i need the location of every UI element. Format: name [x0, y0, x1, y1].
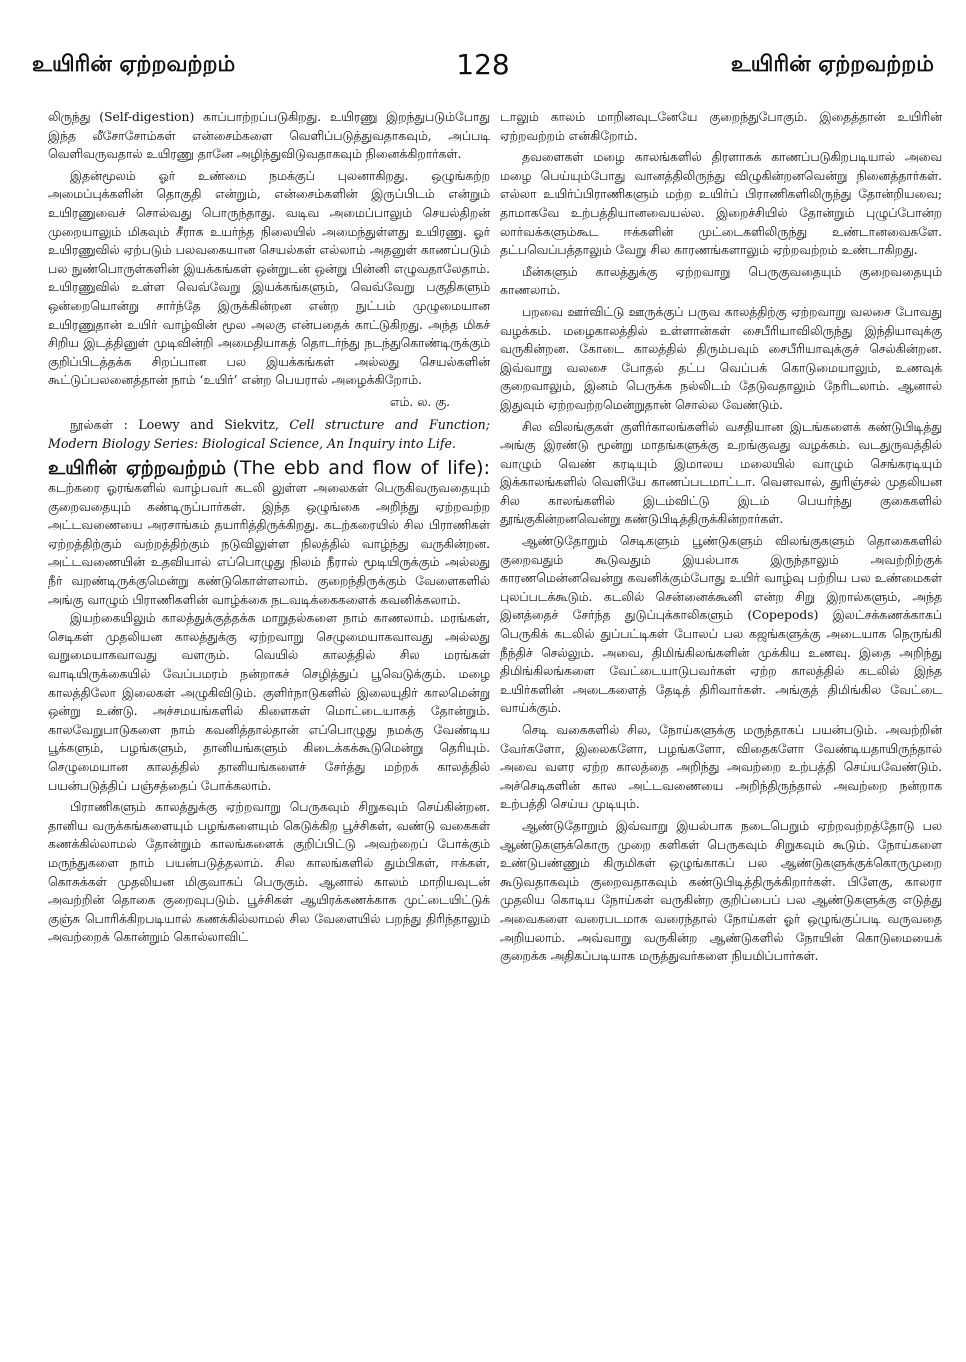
paragraph: பறவை ஊர்விட்டு ஊருக்குப் பருவ காலத்திற்கு ஏற்றவாறு வலசை போவது வழக்கம். மழைகாலத்தில் உள்ளான்கள் சைபீரியாவிலிருந்து இந்தியாவுக்கு வருகின்றன. கோடை காலத்தில் திரும்பவும் சைபீரியாவுக்குச் செல்கின்றன. இவ்வாறு வலசை போதல் தட்ப வெப்பக் கொடுமையாலும், உணவுக் குறைவாலும், இனம் பெருக்க நல்லிடம் தேடுவதாலும் நேரிடலாம். ஆனால் இதுவும் ஏற்றவற்றமென்றுதான் சொல்ல வேண்டும்.: [500, 304, 942, 412]
entry-english-title: (The ebb and flow of life):: [232, 456, 491, 479]
references-title: Biological Science, An Inquiry into Life.: [202, 435, 456, 451]
entry-start: [48, 456, 491, 610]
references-title: Cell structure and Function; Modern Biology Series:: [48, 416, 490, 451]
entry-text: கடற்கரை ஓரங்களில் வாழ்பவர் கடலி லுள்ள அலைகள் பெருகிவருவதையும் குறைவதையும் கண்டிருப்பார்கள். இந்த ஒழுங்கை அறிந்து ஏற்றவற்ற அட்டவணையை அரசாங்கம் தயாரித்திருக்கிறது. கடற்கரையில் சில பிராணிகள் ஏற்றத்திற்கும் வற்றத்திற்கும் நடுவிலுள்ள நிலத்தில் வாழ்ந்து வருகின்றன. அட்டவணையின் உதவியால் எப்பொழுது நிலம் நீரால் மூடியிருக்கும் அல்லது நீர் வறண்டிருக்குமென்று கண்டுகொள்ளலாம். குறைந்திருக்கும் வேளைகளில் அங்கு வாழும் பிராணிகளின் வாழ்க்கை நடவடிக்கைகளைக் கவனிக்கலாம்.: [48, 481, 490, 607]
page-header: [18, 48, 948, 92]
page-number: 128: [456, 48, 510, 81]
paragraph: செடி வகைகளில் சில, நோய்களுக்கு மருந்தாகப் பயன்படும். அவற்றின் வேர்களோ, இலைகளோ, பழங்களோ, விதைகளோ வேண்டியதாயிருந்தால் அவை வளர ஏற்ற காலத்தை அறிந்து அவற்றை உற்பத்தி செய்யவேண்டும். அச்செடிகளின் கால அட்டவணையை அறிந்திருந்தால் அவற்றை நன்றாக உற்பத்தி செய்ய முடியும்.: [500, 723, 942, 812]
running-title-left: உயிரின் ஏற்றவற்றம்: [32, 52, 236, 77]
paragraph: லிருந்து (Self-digestion) காப்பாற்றப்படுகிறது. உயிரணு இறந்துபடும்போது இந்த லீசோசோம்கள் என்சைம்களை வெளிப்படுத்துவதாகவும், அப்படி வெளிவருவதால் உயிரணு தானே அழிந்துவிடுவதாகவும் நினைக்கிறார்கள்.: [48, 110, 490, 162]
paragraph: சில விலங்குகள் குளிர்காலங்களில் வசதியான இடங்களைக் கண்டுபிடித்து அங்கு இரண்டு மூன்று மாதங்களுக்கு உறங்குவது வழக்கம். வடதுருவத்தில் வாழும் வெண் கரடியும் இமாலய மலையில் வாழும் செங்கரடியும் இக்காலங்களில் வெளியே காணப்படமாட்டா. வௌவால், துரிஞ்சல் முதலியன சில காலங்களில் இடம்விட்டு இடம் பெயர்ந்து குகைகளில் தூங்குகின்றனவென்று கண்டுபிடித்திருக்கின்றார்கள்.: [500, 419, 942, 527]
right-column: [500, 108, 942, 969]
references-text: Loewy and Siekvitz,: [138, 416, 279, 432]
paragraph: பிராணிகளும் காலத்துக்கு ஏற்றவாறு பெருகவும் சிறுகவும் செய்கின்றன. தானிய வருக்கங்களையும் பழங்களையும் கெடுக்கிற பூச்சிகள், வண்டு வகைகள் கணக்கில்லாமல் தோன்றும் காலங்களைக் குறிப்பிட்டு அவற்றைப் போக்கும் மருந்துகளை நாம் பயன்படுத்தலாம். சில காலங்களில் தும்பிகள், ஈக்கள், கொசுக்கள் முதலியன மிகுவாகப் பெருகும். ஆனால் காலம் மாறியவுடன் அவற்றின் தொகை குறைவுபடும். பூச்சிகள் ஆயிரக்கணக்காக முட்டையிட்டுக் குஞ்சு பொரிக்கிறபடியால் கணக்கில்லாமல் சில வேளையில் பறந்து திரிந்தாலும் அவற்றைக் கொன்றும் கொல்லாவிட்: [48, 800, 490, 945]
paragraph: இயற்கையிலும் காலத்துக்குத்தக்க மாறுதல்களை நாம் காணலாம். மரங்கள், செடிகள் முதலியன காலத்துக்கு ஏற்றவாறு செழுமையாகவாவது அல்லது வறுமையாகவாவது வளரும். வெயில் காலத்தில் சில மரங்கள் வாடியிருக்கையில் வேப்பமரம் நன்றாகச் செழித்துப் பூவெடுக்கும். மழை காலத்திலோ இலைகள் அழுகிவிடும். குளிர்நாடுகளில் இலையுதிர் காலமென்று ஒன்று உண்டு. அச்சமயங்களில் கிளைகள் மொட்டையாகத் தோன்றும். காலவேறுபாடுகளை நாம் கவனித்தால்தான் எப்பொழுது நமக்கு வேண்டிய பூக்களும், பழங்களும், தானியங்களும் கிடைக்கக்கூடுமென்று தெரியும். செழுமையான காலத்தில் தானியங்களைச் சேர்த்து மற்றக் காலத்தில் பயன்படுத்திப் பஞ்சத்தைப் போக்கலாம்.: [48, 611, 490, 793]
paragraph: டாலும் காலம் மாறினவுடனேயே குறைந்துபோகும். இதைத்தான் உயிரின் ஏற்றவற்றம் என்கிறோம்.: [500, 110, 942, 143]
references: [48, 415, 490, 453]
references-label: நூல்கள் :: [70, 416, 128, 432]
paragraph: ஆண்டுதோறும் செடிகளும் பூண்டுகளும் விலங்குகளும் தொகைகளில் குறைவதும் கூடுவதும் இயல்பாக இருந்தாலும் அவற்றிற்குக் காரணமென்னவென்று கவனிக்கும்போது உயிர் வாழ்வு பற்றிய பல உண்மைகள் புலப்படக்கூடும். கடலில் சென்னைக்கூனி என்ற சிறு இறால்களும், அந்த இனத்தைச் சேர்ந்த துடுப்புக்காலிகளும் (Copepods) இலட்சக்கணக்காகப் பெருகிக் கடலில் துப்பட்டிகள் போலப் பல கஜங்களுக்கு அடையாக நெருங்கி நீந்திச் செல்லும். அவை, திமிங்கிலங்களின் முக்கிய உணவு. இதை அறிந்து திமிங்கிலங்களை வேட்டையாடுபவர்கள் ஏற்ற காலத்தில் கடலில் இந்த உயிர்களின் அடைகளைத் தேடித் திரிவார்கள். அங்குத் திமிங்கில வேட்டை வாய்க்கும்.: [500, 534, 942, 716]
paragraph: மீன்களும் காலத்துக்கு ஏற்றவாறு பெருகுவதையும் குறைவதையும் காணலாம்.: [500, 264, 942, 298]
left-column: [48, 108, 490, 950]
running-title-right: உயிரின் ஏற்றவற்றம்: [730, 52, 934, 77]
author-signature: எம். ல. கு.: [389, 394, 450, 409]
paragraph: தவளைகள் மழை காலங்களில் திரளாகக் காணப்படுகிறபடியால் அவை மழை பெய்யும்போது வானத்திலிருந்து விழுகின்றனவென்று நினைத்தார்கள். எல்லா உயிர்ப்பிராணிகளும் மற்ற உயிர்ப் பிராணிகளிலிருந்து தோன்றியவை; தாமாகவே உற்பத்தியானவையல்ல. இறைச்சியில் தோன்றும் புழுப்போன்ற லார்வக்களும்கூட ஈக்களின் முட்டைகளிலிருந்து உண்டானவைகளே. தட்பவெப்பத்தாலும் வேறு சில காரணங்களாலும் ஏற்றவற்றம் உண்டாகிறது.: [500, 150, 942, 258]
paragraph: இதன்மூலம் ஓர் உண்மை நமக்குப் புலனாகிறது. ஒழுங்கற்ற அமைப்புக்களின் தொகுதி என்றும், என்சைம்களின் இருப்பிடம் என்றும் உயிரணுவைச் சொல்வது பொருந்தாது. வடிவ அமைப்பாலும் செயல்திறன் முறையாலும் மிகவும் சீராக உயர்ந்த நிலையில் அமைந்துள்ளது உயிரணு. ஓர் உயிரணுவில் ஏற்படும் பலவகையான செயல்கள் எல்லாம் அதனுள் காணப்படும் பல நுண்பொருள்களின் இயக்கங்கள் ஒன்றுடன் ஒன்று பின்னி எழுவதாலேதாம். உயிரணுவில் உள்ள வெவ்வேறு இயக்கங்களும், வெவ்வேறு பகுதிகளும் ஒன்றையொன்று சார்ந்தே இருக்கின்றன என்ற நுட்பம் முழுமையான உயிரணுதான் உயிர் வாழ்வின் மூல அலகு என்பதைக் காட்டுகிறது. அந்த மிகச் சிறிய இடத்தினுள் முடிவின்றி அமைதியாகத் தொடர்ந்து நடந்துகொண்டிருக்கும் குறிப்பிடத்தக்க சிறப்பான பல இயக்கங்கள் அல்லது செயல்களின் கூட்டுப்பலனைத்தான் நாம் ‘உயிர்’ என்ற பெயரால் அழைக்கிறோம்.: [48, 168, 490, 388]
paragraph: ஆண்டுதோறும் இவ்வாறு இயல்பாக நடைபெறும் ஏற்றவற்றத்தோடு பல ஆண்டுகளுக்கொரு முறை களிகள் பெருகவும் சிறுகவும் கூடும். நோய்களை உண்டுபண்ணும் கிருமிகள் ஒழுங்காகப் பல ஆண்டுகளுக்குக்கொருமுறை கூடுவதாகவும் குறைவதாகவும் கண்டுபிடித்திருக்கிறார்கள். பிளேகு, காலரா முதலிய கொடிய நோய்கள் வருகின்ற குறிப்பைப் பல ஆண்டுகளுக்கு எடுத்து அவைகளை வரைபடமாக வரைந்தால் நோய்கள் ஓர் ஒழுங்குப்படி வருவதை அறியலாம். அவ்வாறு வருகின்ற ஆண்டுகளில் நோயின் கொடுமையைக் குறைக்க அதிகப்படியாக மருத்துவர்களை நியமிப்பார்கள்.: [500, 818, 942, 964]
entry-title: உயிரின் ஏற்றவற்றம்: [48, 456, 227, 479]
